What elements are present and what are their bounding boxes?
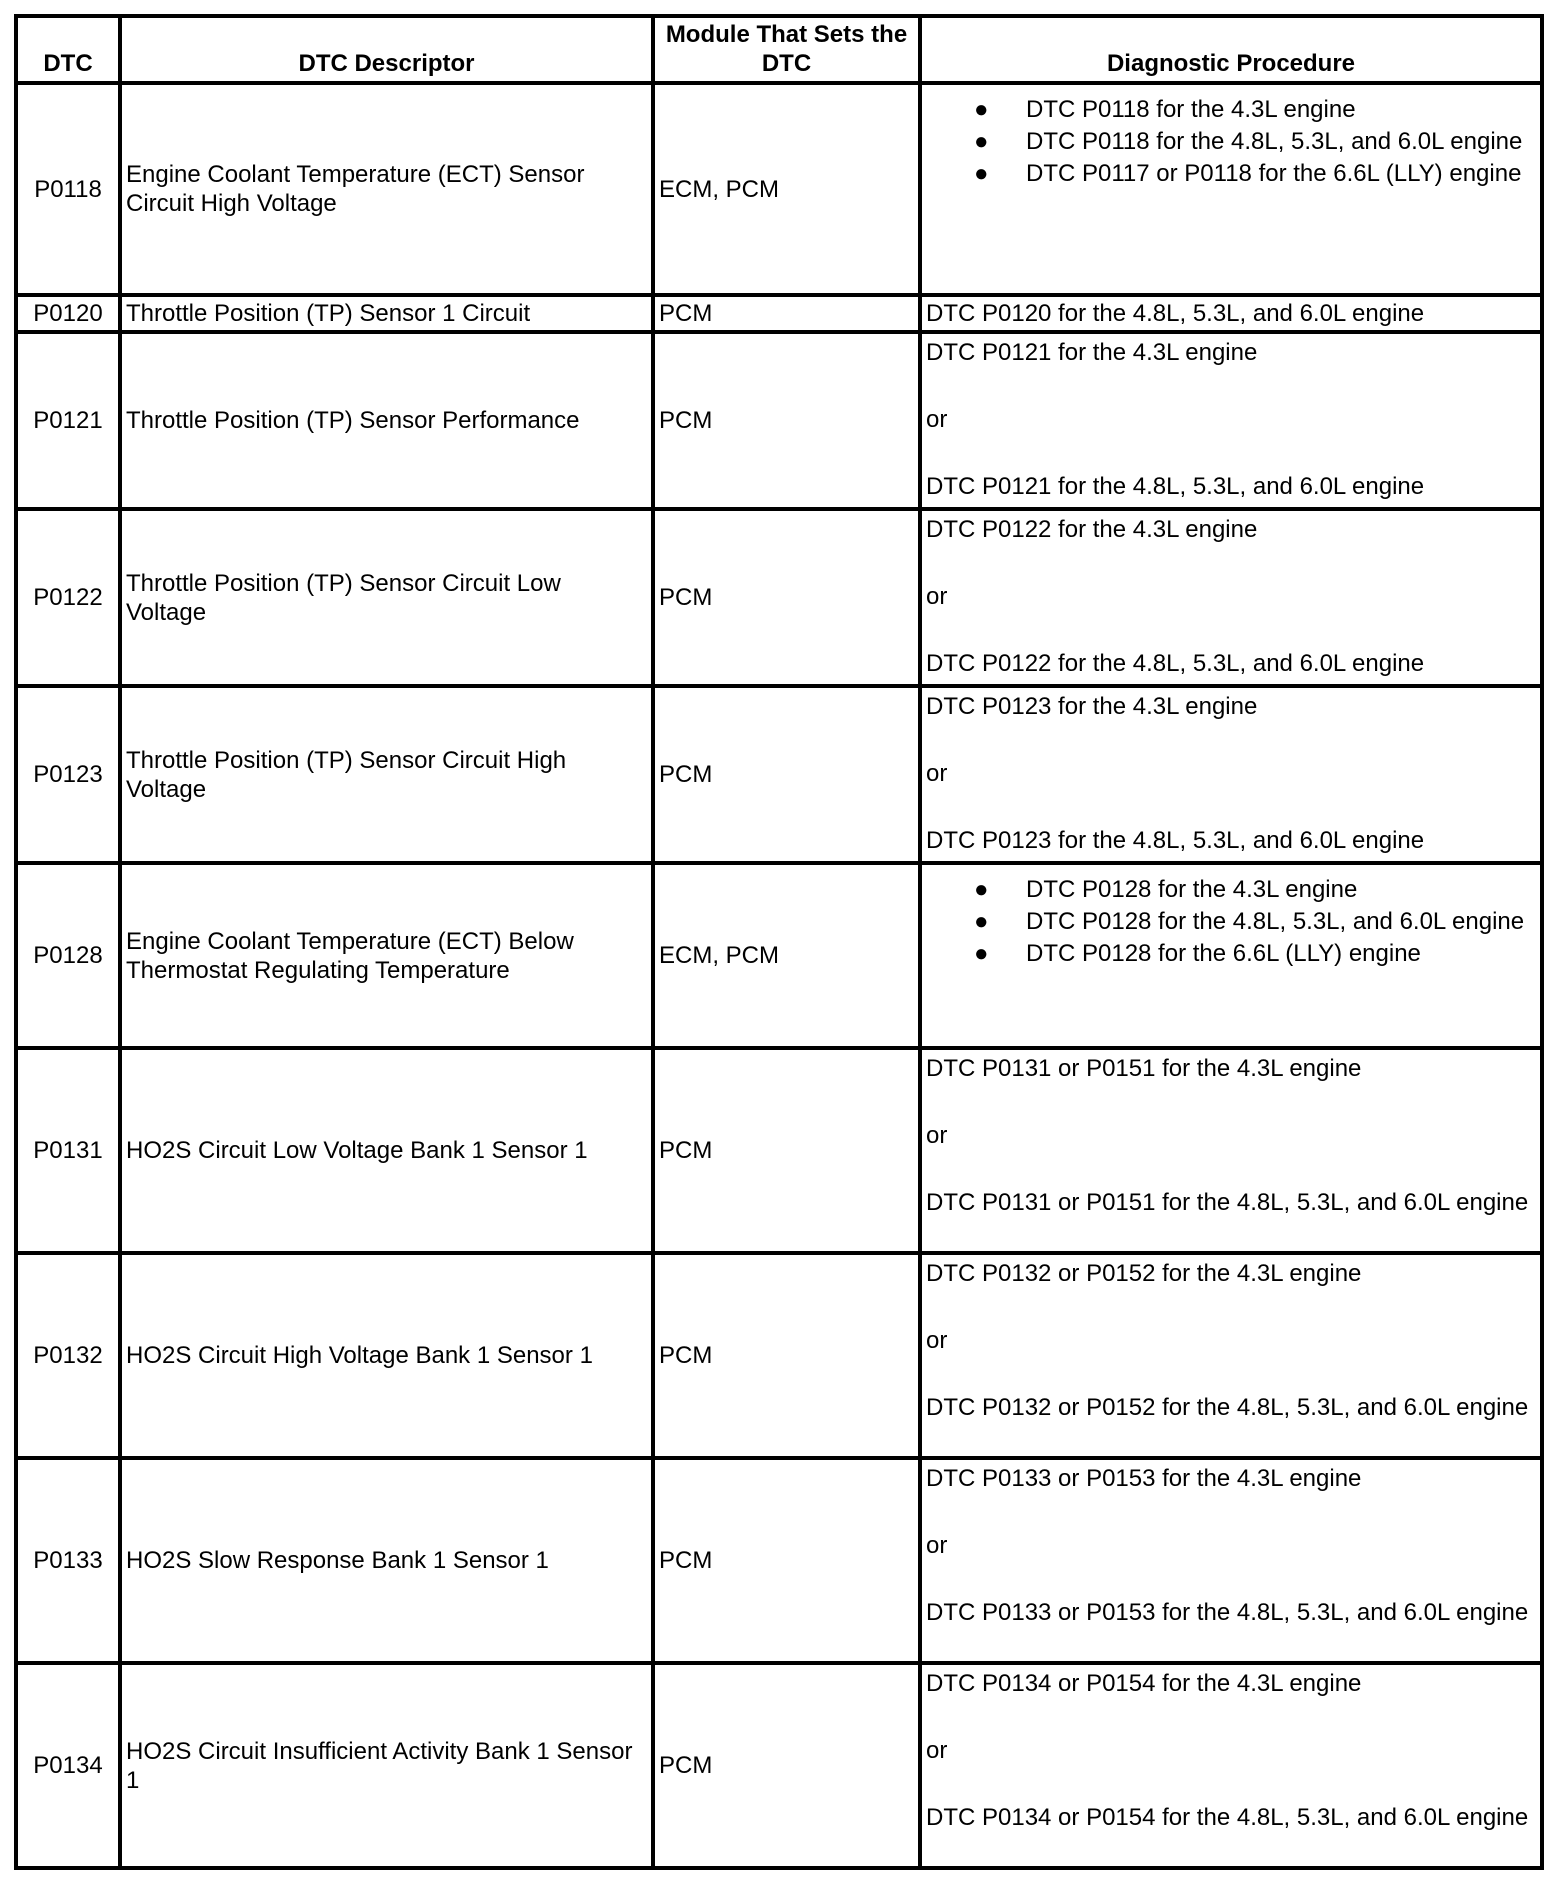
- procedure-or: or: [926, 1327, 948, 1354]
- procedure-link[interactable]: DTC P0120 for the 4.8L, 5.3L, and 6.0L engine: [926, 300, 1425, 327]
- dtc-descriptor: Engine Coolant Temperature (ECT) Below Thermostat Regulating Temperature: [120, 863, 653, 1048]
- procedure-or: or: [926, 760, 948, 787]
- dtc-code: P0118: [16, 83, 120, 295]
- procedure-link[interactable]: [974, 907, 1536, 936]
- table-row: [16, 1253, 1542, 1458]
- procedure-text: DTC P0128 for the 4.3L engine: [1026, 876, 1358, 903]
- procedure-link[interactable]: [974, 95, 1536, 124]
- procedure-link[interactable]: DTC P0133 or P0153 for the 4.8L, 5.3L, and 6.0L engine: [926, 1599, 1529, 1626]
- diagnostic-procedure: [920, 686, 1542, 863]
- dtc-table: [14, 14, 1544, 1870]
- module-name: ECM, PCM: [653, 83, 920, 295]
- procedure-link[interactable]: DTC P0132 or P0152 for the 4.8L, 5.3L, and 6.0L engine: [926, 1394, 1529, 1421]
- dtc-code: P0128: [16, 863, 120, 1048]
- procedure-text: DTC P0118 for the 4.3L engine: [1026, 96, 1356, 123]
- diagnostic-procedure: [920, 1253, 1542, 1458]
- procedure-link[interactable]: DTC P0123 for the 4.3L engine: [926, 693, 1258, 720]
- procedure-link[interactable]: DTC P0131 or P0151 for the 4.3L engine: [926, 1055, 1362, 1082]
- diagnostic-procedure: [920, 1458, 1542, 1663]
- procedure-or: or: [926, 1737, 948, 1764]
- procedure-or: or: [926, 583, 948, 610]
- bullet-icon: ●: [974, 908, 989, 935]
- procedure-link[interactable]: DTC P0123 for the 4.8L, 5.3L, and 6.0L engine: [926, 827, 1425, 854]
- procedure-link[interactable]: DTC P0134 or P0154 for the 4.8L, 5.3L, and 6.0L engine: [926, 1804, 1529, 1831]
- procedure-link[interactable]: [974, 875, 1536, 904]
- header-dtc: DTC: [16, 16, 120, 83]
- dtc-code: P0132: [16, 1253, 120, 1458]
- header-module: Module That Sets the DTC: [653, 16, 920, 83]
- bullet-icon: ●: [974, 128, 989, 155]
- table-row: [16, 83, 1542, 295]
- dtc-descriptor: HO2S Slow Response Bank 1 Sensor 1: [120, 1458, 653, 1663]
- dtc-descriptor: Throttle Position (TP) Sensor Circuit Low Voltage: [120, 509, 653, 686]
- table-row: [16, 1458, 1542, 1663]
- dtc-descriptor: Throttle Position (TP) Sensor 1 Circuit: [120, 295, 653, 332]
- procedure-link[interactable]: DTC P0131 or P0151 for the 4.8L, 5.3L, and 6.0L engine: [926, 1189, 1529, 1216]
- dtc-descriptor: HO2S Circuit Low Voltage Bank 1 Sensor 1: [120, 1048, 653, 1253]
- dtc-code: P0122: [16, 509, 120, 686]
- module-name: ECM, PCM: [653, 863, 920, 1048]
- diagnostic-procedure: [920, 1663, 1542, 1868]
- module-name: PCM: [653, 332, 920, 509]
- module-name: PCM: [653, 1048, 920, 1253]
- table-row: [16, 1663, 1542, 1868]
- bullet-icon: ●: [974, 160, 989, 187]
- module-name: PCM: [653, 686, 920, 863]
- procedure-link[interactable]: DTC P0132 or P0152 for the 4.3L engine: [926, 1260, 1362, 1287]
- dtc-code: P0134: [16, 1663, 120, 1868]
- procedure-or: or: [926, 1532, 948, 1559]
- diagnostic-procedure: [920, 863, 1542, 1048]
- procedure-list: [926, 95, 1536, 188]
- table-row: [16, 1048, 1542, 1253]
- procedure-link[interactable]: DTC P0133 or P0153 for the 4.3L engine: [926, 1465, 1362, 1492]
- procedure-text: DTC P0117 or P0118 for the 6.6L (LLY) engine: [1026, 160, 1522, 187]
- procedure-link[interactable]: [974, 159, 1536, 188]
- procedure-text: DTC P0128 for the 4.8L, 5.3L, and 6.0L engine: [1026, 908, 1525, 935]
- dtc-descriptor: Throttle Position (TP) Sensor Performance: [120, 332, 653, 509]
- bullet-icon: ●: [974, 876, 989, 903]
- procedure-text: DTC P0118 for the 4.8L, 5.3L, and 6.0L engine: [1026, 128, 1523, 155]
- procedure-text: DTC P0128 for the 6.6L (LLY) engine: [1026, 940, 1421, 967]
- dtc-code: P0123: [16, 686, 120, 863]
- bullet-icon: ●: [974, 96, 989, 123]
- diagnostic-procedure: [920, 295, 1542, 332]
- procedure-link[interactable]: DTC P0122 for the 4.3L engine: [926, 516, 1258, 543]
- table-header-row: [16, 16, 1542, 83]
- procedure-or: or: [926, 406, 948, 433]
- module-name: PCM: [653, 295, 920, 332]
- procedure-link[interactable]: DTC P0122 for the 4.8L, 5.3L, and 6.0L engine: [926, 650, 1425, 677]
- module-name: PCM: [653, 509, 920, 686]
- diagnostic-procedure: [920, 509, 1542, 686]
- dtc-code: P0131: [16, 1048, 120, 1253]
- dtc-descriptor: Engine Coolant Temperature (ECT) Sensor Circuit High Voltage: [120, 83, 653, 295]
- diagnostic-procedure: [920, 83, 1542, 295]
- dtc-code: P0120: [16, 295, 120, 332]
- procedure-link[interactable]: [974, 939, 1536, 968]
- diagnostic-procedure: [920, 332, 1542, 509]
- dtc-code: P0133: [16, 1458, 120, 1663]
- dtc-code: P0121: [16, 332, 120, 509]
- header-descriptor: DTC Descriptor: [120, 16, 653, 83]
- table-row: [16, 863, 1542, 1048]
- procedure-link[interactable]: DTC P0121 for the 4.3L engine: [926, 339, 1258, 366]
- dtc-descriptor: HO2S Circuit High Voltage Bank 1 Sensor 1: [120, 1253, 653, 1458]
- module-name: PCM: [653, 1663, 920, 1868]
- dtc-table-sheet: [14, 14, 1540, 1870]
- procedure-link[interactable]: DTC P0121 for the 4.8L, 5.3L, and 6.0L engine: [926, 473, 1425, 500]
- procedure-link[interactable]: DTC P0134 or P0154 for the 4.3L engine: [926, 1670, 1362, 1697]
- dtc-descriptor: HO2S Circuit Insufficient Activity Bank 1 Sensor 1: [120, 1663, 653, 1868]
- procedure-list: [926, 875, 1536, 968]
- module-name: PCM: [653, 1253, 920, 1458]
- diagnostic-procedure: [920, 1048, 1542, 1253]
- dtc-descriptor: Throttle Position (TP) Sensor Circuit High Voltage: [120, 686, 653, 863]
- procedure-link[interactable]: [974, 127, 1536, 156]
- table-row: [16, 332, 1542, 509]
- table-row: [16, 509, 1542, 686]
- bullet-icon: ●: [974, 940, 989, 967]
- procedure-or: or: [926, 1122, 948, 1149]
- table-row: [16, 686, 1542, 863]
- table-row: [16, 295, 1542, 332]
- module-name: PCM: [653, 1458, 920, 1663]
- header-procedure: Diagnostic Procedure: [920, 16, 1542, 83]
